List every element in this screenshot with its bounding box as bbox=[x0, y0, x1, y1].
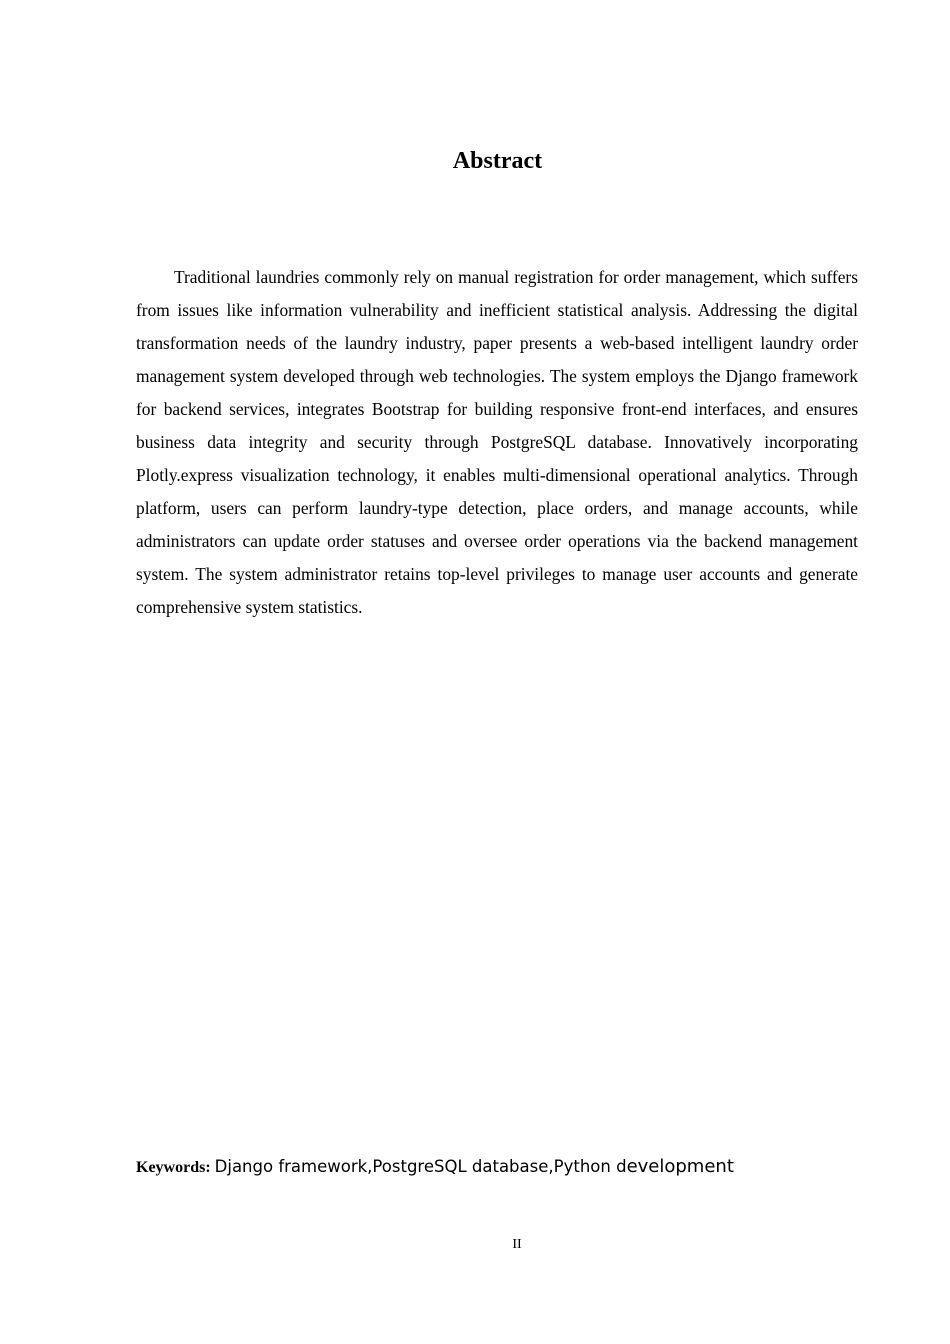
page-title: Abstract bbox=[452, 148, 543, 174]
keywords-line bbox=[136, 1153, 858, 1182]
keywords-value-tail: evelopment bbox=[626, 1156, 734, 1177]
keywords-value: Django framework,PostgreSQL database,Python d bbox=[214, 1157, 627, 1176]
page-number: II bbox=[512, 1237, 522, 1252]
keywords-label: Keywords: bbox=[136, 1159, 211, 1176]
abstract-paragraph: Traditional laundries commonly rely on manual registration for order management, which suffers from issues like information vulnerability and inefficient statistical analysis. Addressing the digital transformation needs of the laundry industry, paper presents a web-based intelligent laundry order management system developed through web technologies. The system employs the Django framework for backend services, integrates Bootstrap for building responsive front-end interfaces, and ensures business data integrity and security through PostgreSQL database. Innovatively incorporating Plotly.express visualization technology, it enables multi-dimensional operational analytics. Through platform, users can perform laundry-type detection, place orders, and manage accounts, while administrators can update order statuses and oversee order operations via the backend management system. The system administrator retains top-level privileges to manage user accounts and generate comprehensive system statistics. bbox=[136, 267, 858, 617]
